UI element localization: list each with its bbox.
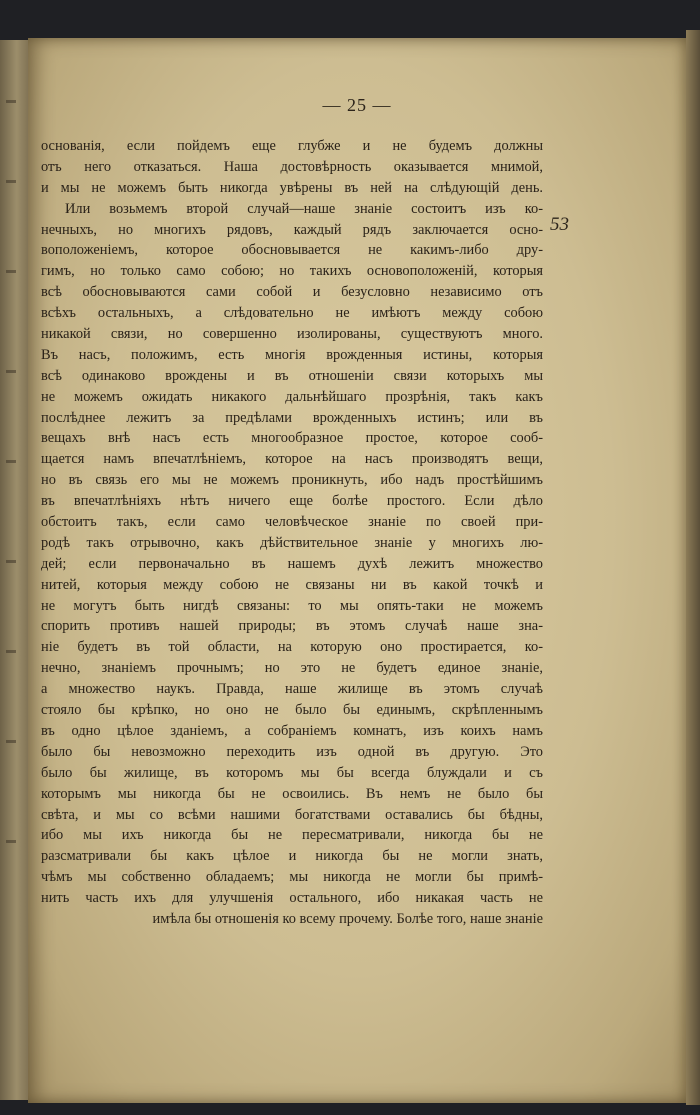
page-stack-edge xyxy=(686,30,700,1105)
text-line: никакой связи, но совершенно изолированы, существуютъ много. xyxy=(41,326,543,343)
text-line: воположеніемъ, которое обосновывается не какимъ-либо дру- xyxy=(41,242,543,259)
text-line: вещахъ внѣ насъ есть многообразное простое, которое сооб- xyxy=(41,430,543,447)
facing-page-edge xyxy=(0,40,30,1100)
text-line: свѣта, и мы со всѣми нашими богатствами оставались бы бѣдны, xyxy=(41,806,543,823)
facing-page-mark xyxy=(6,100,16,103)
text-line: всѣ одинаково врождены и въ отношеніи связи которыхъ мы xyxy=(41,367,543,384)
text-line: гимъ, но только само собою; но такихъ основоположеній, которыя xyxy=(41,263,543,280)
text-line: обстоитъ такъ, если само человѣческое знаніе по своей при- xyxy=(41,514,543,531)
text-line: которымъ мы никогда бы не освоились. Въ немъ не было бы xyxy=(41,785,543,802)
facing-page-mark xyxy=(6,270,16,273)
body-text xyxy=(41,136,543,930)
text-line: ибо мы ихъ никогда бы не пересматривали, никогда бы не xyxy=(41,827,543,844)
text-line: не могутъ быть нигдѣ связаны: то мы опять-таки не можемъ xyxy=(41,597,543,614)
text-line: дей; если первоначально въ нашемъ духѣ лежитъ множество xyxy=(41,555,543,572)
text-line: нитей, которыя между собою не связаны ни въ какой точкѣ и xyxy=(41,576,543,593)
text-line: не можемъ ожидать никакого дальнѣйшаго прозрѣнія, такъ какъ xyxy=(41,388,543,405)
text-line: основанія, если пойдемъ еще глубже и не будемъ должны xyxy=(41,138,543,154)
facing-page-mark xyxy=(6,460,16,463)
text-line: послѣднее лежитъ за предѣлами врожденныхъ истинъ; или въ xyxy=(41,409,543,426)
text-line: Или возьмемъ второй случай—наше знаніе состоитъ изъ ко- xyxy=(65,200,543,217)
text-line: и мы не можемъ быть никогда увѣрены въ ней на слѣдующій день. xyxy=(41,179,543,196)
text-line: Въ насъ, положимъ, есть многія врожденныя истины, которыя xyxy=(41,346,543,363)
text-line: было бы невозможно переходить изъ одной въ другую. Это xyxy=(41,743,543,760)
text-line: всѣ обосновываются сами собой и безусловно независимо отъ xyxy=(41,284,543,301)
text-line: ніе будетъ въ той области, на которую оно простирается, ко- xyxy=(41,639,543,656)
text-line: нечно, знаніемъ прочнымъ; но это не будетъ единое знаніе, xyxy=(41,660,543,677)
text-line: спорить противъ нашей природы; въ этомъ случаѣ наше зна- xyxy=(41,618,543,635)
facing-page-mark xyxy=(6,740,16,743)
text-line: а множество наукъ. Правда, наше жилище въ этомъ случаѣ xyxy=(41,681,543,698)
facing-page-mark xyxy=(6,840,16,843)
facing-page-mark xyxy=(6,180,16,183)
text-line: имѣла бы отношенія ко всему прочему. Болѣе того, наше знаніе xyxy=(152,910,543,927)
page-number: — 25 — xyxy=(322,95,392,115)
text-line: стояло бы крѣпко, но оно не было бы единымъ, скрѣпленнымъ xyxy=(41,702,543,719)
facing-page-mark xyxy=(6,560,16,563)
margin-note: 53 xyxy=(550,214,569,235)
facing-page-mark xyxy=(6,370,16,373)
text-line: отъ него отказаться. Наша достовѣрность оказывается мнимой, xyxy=(41,158,543,175)
text-line: нить часть ихъ для улучшенія остального, ибо никакая часть не xyxy=(41,890,543,907)
book-page xyxy=(28,38,686,1103)
text-line: чѣмъ мы собственно обладаемъ; мы никогда не могли бы примѣ- xyxy=(41,869,543,886)
text-line: щается намъ впечатлѣніемъ, которое на насъ производятъ вещи, xyxy=(41,451,543,468)
text-line: въ одно цѣлое зданіемъ, а собраніемъ комнатъ, изъ коихъ намъ xyxy=(41,722,543,739)
text-line: въ впечатлѣніяхъ нѣтъ ничего еще болѣе простого. Если дѣло xyxy=(41,493,543,510)
facing-page-mark xyxy=(6,650,16,653)
text-line: нечныхъ, но многихъ рядовъ, каждый рядъ заключается осно- xyxy=(41,221,543,238)
text-line: разсматривали бы какъ цѣлое и никогда бы не могли знать, xyxy=(41,848,543,865)
text-line: но въ связь его мы не можемъ проникнуть, ибо надъ простѣйшимъ xyxy=(41,472,543,489)
text-line: родѣ такъ отрывочно, какъ дѣйствительное знаніе у многихъ лю- xyxy=(41,534,543,551)
text-line: было бы жилище, въ которомъ мы бы всегда блуждали и съ xyxy=(41,764,543,781)
text-line: всѣхъ остальныхъ, а слѣдовательно не имѣютъ между собою xyxy=(41,305,543,322)
